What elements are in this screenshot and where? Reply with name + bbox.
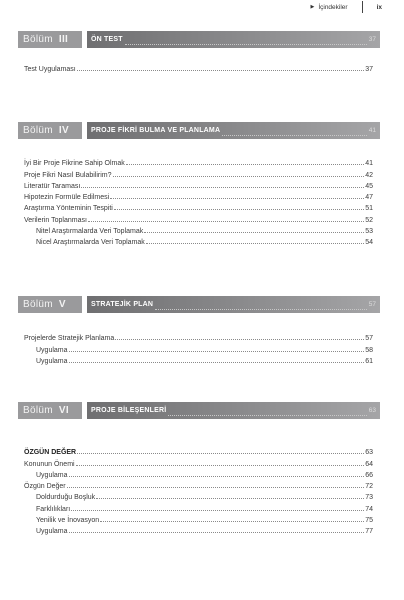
chapter-roman: VI bbox=[58, 405, 69, 416]
toc-entry-page: 75 bbox=[365, 517, 373, 525]
toc-entry-label: Test Uygulaması bbox=[24, 66, 76, 74]
chapter-title: ÖN TEST bbox=[91, 36, 123, 43]
chapter-title: PROJE BİLEŞENLERİ bbox=[91, 407, 167, 414]
toc-entry-label: Doldurduğu Boşluk bbox=[36, 494, 96, 502]
toc-entry-label: Verilerin Toplanması bbox=[24, 216, 87, 224]
toc-entry-label: Uygulama bbox=[36, 346, 68, 354]
chapter-roman: III bbox=[58, 34, 69, 45]
toc-subentry[interactable] bbox=[24, 342, 373, 353]
toc-entry-label: Nicel Araştırmalarda Veri Toplamak bbox=[36, 239, 145, 247]
toc-entry-page: 45 bbox=[365, 182, 373, 190]
chapter-banner-v bbox=[18, 296, 380, 313]
chapter-label-box bbox=[18, 31, 82, 48]
toc-entry-label: Yenilik ve İnovasyon bbox=[36, 517, 100, 525]
chapter-page: 63 bbox=[368, 407, 376, 414]
chapter-title-box bbox=[87, 122, 380, 139]
toc-entry[interactable] bbox=[24, 167, 373, 178]
toc-entry-page: 37 bbox=[365, 66, 373, 74]
toc-list-iv bbox=[24, 156, 373, 246]
toc-list-v bbox=[24, 331, 373, 365]
chapter-banner-iv bbox=[18, 122, 380, 139]
chapter-page: 57 bbox=[368, 301, 376, 308]
toc-list-vi bbox=[24, 445, 373, 535]
chapter-title: PROJE FİKRİ BULMA VE PLANLAMA bbox=[91, 127, 221, 134]
toc-entry[interactable] bbox=[24, 190, 373, 201]
toc-entry[interactable] bbox=[24, 201, 373, 212]
header-divider bbox=[362, 1, 363, 13]
chapter-word: Bölüm bbox=[23, 405, 53, 416]
toc-entry[interactable] bbox=[24, 331, 373, 342]
chapter-roman: IV bbox=[58, 125, 69, 136]
toc-subentry[interactable] bbox=[24, 468, 373, 479]
chapter-word: Bölüm bbox=[23, 299, 53, 310]
toc-entry-label: Konunun Önemi bbox=[24, 460, 75, 468]
toc-entry-label: Uygulama bbox=[36, 471, 68, 479]
toc-entry[interactable] bbox=[24, 212, 373, 223]
toc-entry-page: 41 bbox=[365, 160, 373, 168]
toc-entry-label: Nitel Araştırmalarda Veri Toplamak bbox=[36, 228, 144, 236]
toc-entry-page: 53 bbox=[365, 228, 373, 236]
toc-entry-page: 52 bbox=[365, 216, 373, 224]
toc-entry-label: Uygulama bbox=[36, 357, 68, 365]
toc-entry-page: 64 bbox=[365, 460, 373, 468]
toc-subentry[interactable] bbox=[24, 224, 373, 235]
chapter-page: 41 bbox=[368, 127, 376, 134]
toc-entry[interactable] bbox=[24, 479, 373, 490]
toc-entry-label: Araştırma Yönteminin Tespiti bbox=[24, 205, 113, 213]
toc-entry-label: Hipotezin Formüle Edilmesi bbox=[24, 194, 110, 202]
toc-entry[interactable] bbox=[24, 445, 373, 456]
toc-subentry[interactable] bbox=[24, 513, 373, 524]
toc-entry-page: 66 bbox=[365, 471, 373, 479]
chapter-title: STRATEJİK PLAN bbox=[91, 301, 154, 308]
chapter-word: Bölüm bbox=[23, 125, 53, 136]
toc-entry-page: 73 bbox=[365, 494, 373, 502]
toc-entry-label: Literatür Taraması bbox=[24, 182, 81, 190]
toc-entry[interactable] bbox=[24, 156, 373, 167]
chapter-title-box bbox=[87, 31, 380, 48]
chapter-label-box bbox=[18, 122, 82, 139]
toc-subentry[interactable] bbox=[24, 354, 373, 365]
running-header bbox=[310, 0, 382, 14]
toc-entry-label: Projelerde Stratejik Planlama bbox=[24, 335, 115, 343]
toc-entry-label: Özgün Değer bbox=[24, 483, 66, 491]
chapter-label-box bbox=[18, 296, 82, 313]
chapter-banner-vi bbox=[18, 402, 380, 419]
chapter-title-box bbox=[87, 296, 380, 313]
toc-entry-page: 63 bbox=[365, 449, 373, 457]
toc-entry-label: Farklılıkları bbox=[36, 505, 71, 513]
page-number: ix bbox=[376, 3, 382, 11]
toc-entry-page: 47 bbox=[365, 194, 373, 202]
chapter-label-box bbox=[18, 402, 82, 419]
toc-list-iii bbox=[24, 62, 373, 73]
toc-entry[interactable] bbox=[24, 62, 373, 73]
chapter-page: 37 bbox=[368, 36, 376, 43]
toc-entry-page: 58 bbox=[365, 346, 373, 354]
toc-entry-label: Proje Fikri Nasıl Bulabilirim? bbox=[24, 171, 112, 179]
triangle-right-icon: ▶ bbox=[310, 4, 315, 10]
toc-entry-page: 74 bbox=[365, 505, 373, 513]
toc-entry-page: 42 bbox=[365, 171, 373, 179]
toc-entry-label: İyi Bir Proje Fikrine Sahip Olmak bbox=[24, 160, 125, 168]
toc-entry-label: Uygulama bbox=[36, 528, 68, 536]
chapter-title-box bbox=[87, 402, 380, 419]
toc-entry-page: 77 bbox=[365, 528, 373, 536]
toc-entry[interactable] bbox=[24, 179, 373, 190]
toc-entry[interactable] bbox=[24, 456, 373, 467]
toc-subentry[interactable] bbox=[24, 490, 373, 501]
toc-entry-page: 51 bbox=[365, 205, 373, 213]
toc-subentry[interactable] bbox=[24, 501, 373, 512]
toc-entry-page: 54 bbox=[365, 239, 373, 247]
toc-entry-page: 61 bbox=[365, 357, 373, 365]
chapter-word: Bölüm bbox=[23, 34, 53, 45]
chapter-banner-iii bbox=[18, 31, 380, 48]
running-header-section: İçindekiler bbox=[318, 3, 348, 11]
toc-subentry[interactable] bbox=[24, 235, 373, 246]
toc-entry-page: 57 bbox=[365, 335, 373, 343]
toc-entry-page: 72 bbox=[365, 483, 373, 491]
toc-subentry[interactable] bbox=[24, 524, 373, 535]
toc-entry-label: ÖZGÜN DEĞER bbox=[24, 449, 77, 457]
chapter-roman: V bbox=[58, 299, 66, 310]
